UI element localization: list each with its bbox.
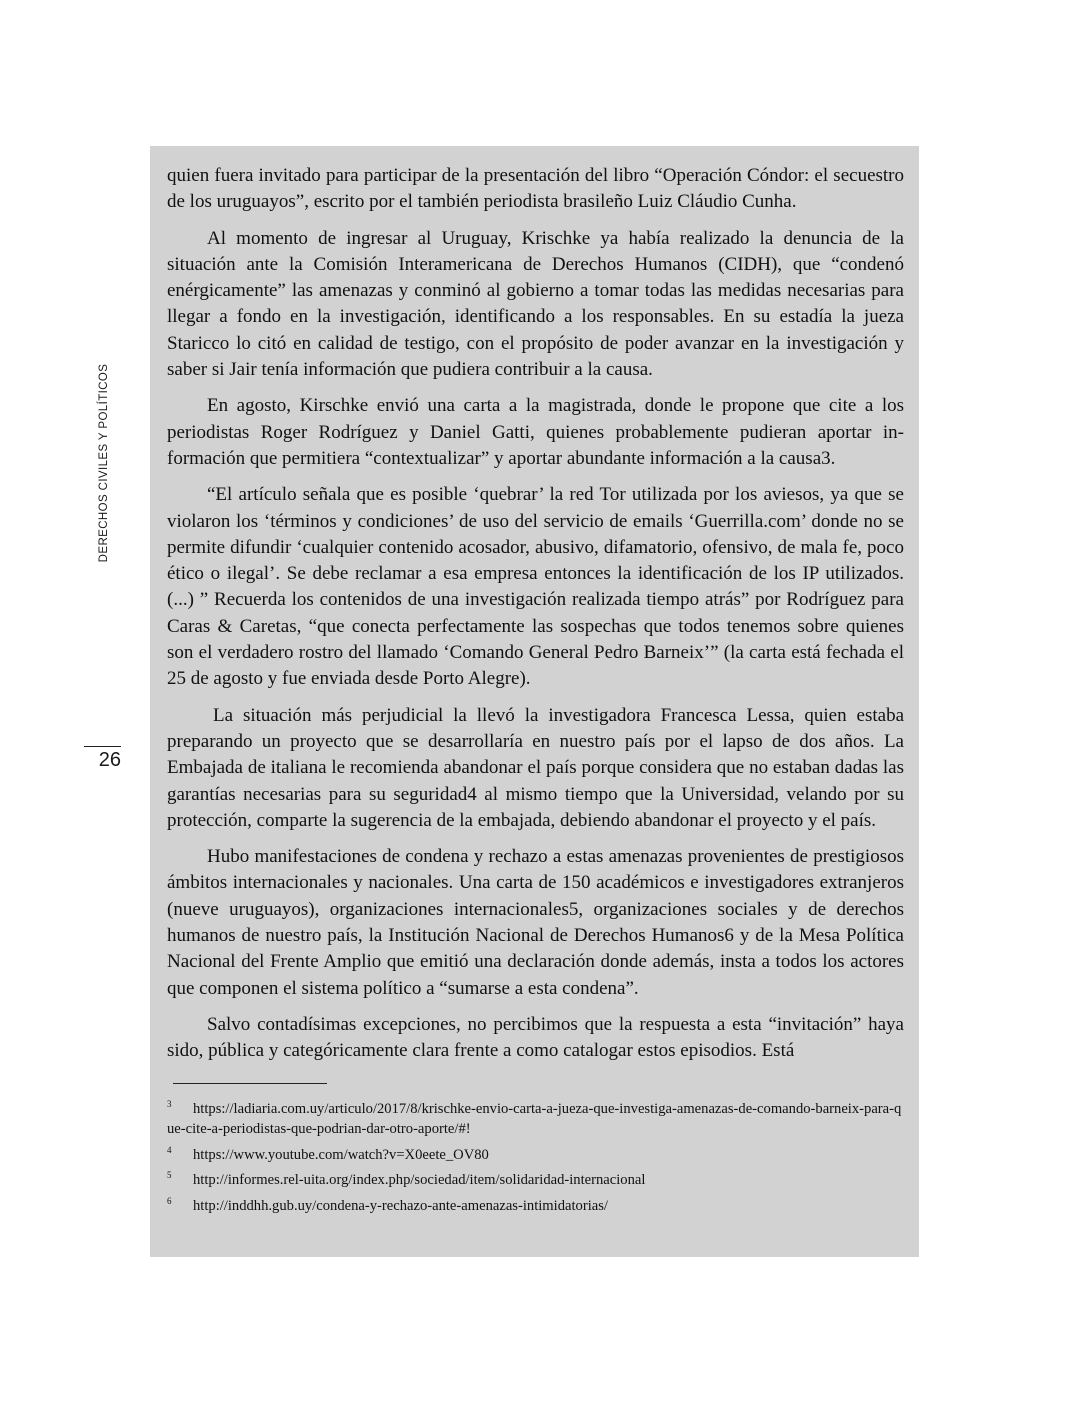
body-text (167, 163, 904, 1065)
footnote-marker: 5 (167, 1170, 172, 1180)
footnote-link[interactable]: http://informes.rel-uita.org/index.php/sociedad/item/solidaridad-internacional (193, 1172, 646, 1188)
running-head-text: DERECHOS CIVILES Y POLÍTICOS (98, 363, 110, 563)
page-number-rule (84, 746, 121, 747)
footnotes (167, 1094, 904, 1217)
footnote-marker: 6 (167, 1195, 172, 1206)
footnote-link[interactable]: https://ladiaria.com.uy/articulo/2017/8/krischke-envio-carta-a-jueza-que-investiga-amenazas-de-comando-barneix-para-que-cite-a-periodistas-que-podrian-dar-otro-aporte/#! (167, 1100, 902, 1137)
footnote-marker: 3 (167, 1098, 172, 1109)
footnote-link[interactable]: https://www.youtube.com/watch?v=X0eete_OV80 (193, 1146, 489, 1163)
paragraph: En agosto, Kirschke envió una carta a la magistrada, donde le propone que cite a los periodistas Roger Rodríguez y Daniel Gatti, quienes probablemente pudieran aportar información que permitiera “contextualizar” y aportar abundante información a la causa3. (167, 395, 904, 469)
footnote-6 (167, 1191, 904, 1217)
paragraph: Hubo manifestaciones de condena y rechazo a estas amenazas provenientes de prestigiosos ámbitos internacionales y nacionales. Una carta de 150 académicos e investigadores extranjeros (nueve uruguayos), organizaciones internacionales5, organizaciones sociales y de derechos humanos de nuestro país, la Institución Nacional de Derechos Humanos6 y de la Mesa Política Nacional del Frente Amplio que emitió una declaración donde además, insta a todos los actores que componen el sistema político a “sumarse a esta condena”. (167, 846, 904, 999)
paragraph: La situación más perjudicial la llevó la investigadora Francesca Lessa, quien estaba preparando un proyecto que se desarrollaría en nuestro país por el lapso de dos años. La Embajada de italiana le recomienda abandonar el país porque considera que no estaban dadas las garantías necesarias para su seguridad4 al mismo tiempo que la Universidad, velando por su protección, comparte la sugerencia de la embajada, debiendo abandonar el proyecto y el país. (167, 704, 904, 831)
footnote-4 (167, 1140, 904, 1166)
shaded-text-box (150, 146, 919, 1257)
footnote-3 (167, 1094, 904, 1140)
paragraph: Salvo contadísimas excepciones, no percibimos que la respuesta a esta “invitación” haya sido, pública y categóricamente clara frente a como catalogar estos episodios. Está (167, 1013, 904, 1062)
footnote-5 (167, 1165, 904, 1191)
footnote-link[interactable]: http://inddhh.gub.uy/condena-y-rechazo-ante-amenazas-intimidatorias/ (193, 1197, 608, 1214)
footnote-separator (173, 1083, 327, 1084)
paragraph: quien fuera invitado para participar de la presentación del libro “Operación Cóndor: el secuestro de los uruguayos”, escrito por el también periodista brasileño Luiz Cláudio Cunha. (167, 165, 904, 213)
paragraph: “El artículo señala que es posible ‘quebrar’ la red Tor utilizada por los aviesos, ya que se violaron los ‘términos y condiciones’ de uso del servicio de emails ‘Guerrilla.com’ donde no se permite difundir ‘cualquier contenido acosador, abusivo, difamatorio, ofensivo, de mala fe, poco ético o ilegal’. Se debe reclamar a esa empresa entonces la identificación de los IP utilizados. (...) ” Recuerda los contenidos de una investigación realizada tiempo atrás” por Rodríguez para Caras & Caretas, “que conecta perfectamente las sospechas que todos tenemos sobre quienes son el verdadero rostro del llamado ‘Comando General Pedro Barneix’” (la carta está fechada el 25 de agosto y fue enviada desde Porto Alegre). (167, 484, 904, 690)
paragraph: Al momento de ingresar al Uruguay, Krischke ya había realizado la denuncia de la situación ante la Comisión Interamericana de Derechos Humanos (CIDH), que “condenó enérgicamente” las amenazas y conminó al gobierno a tomar todas las medidas necesarias para llegar a fondo en la investigación, identificando a los responsables. En su estadía la jueza Staricco lo citó en calidad de testigo, con el propósito de poder avanzar en la investigación y saber si Jair tenía información que pudiera contribuir a la causa. (167, 227, 904, 381)
footnote-marker: 4 (167, 1144, 172, 1155)
page-number: 26 (98, 749, 121, 771)
